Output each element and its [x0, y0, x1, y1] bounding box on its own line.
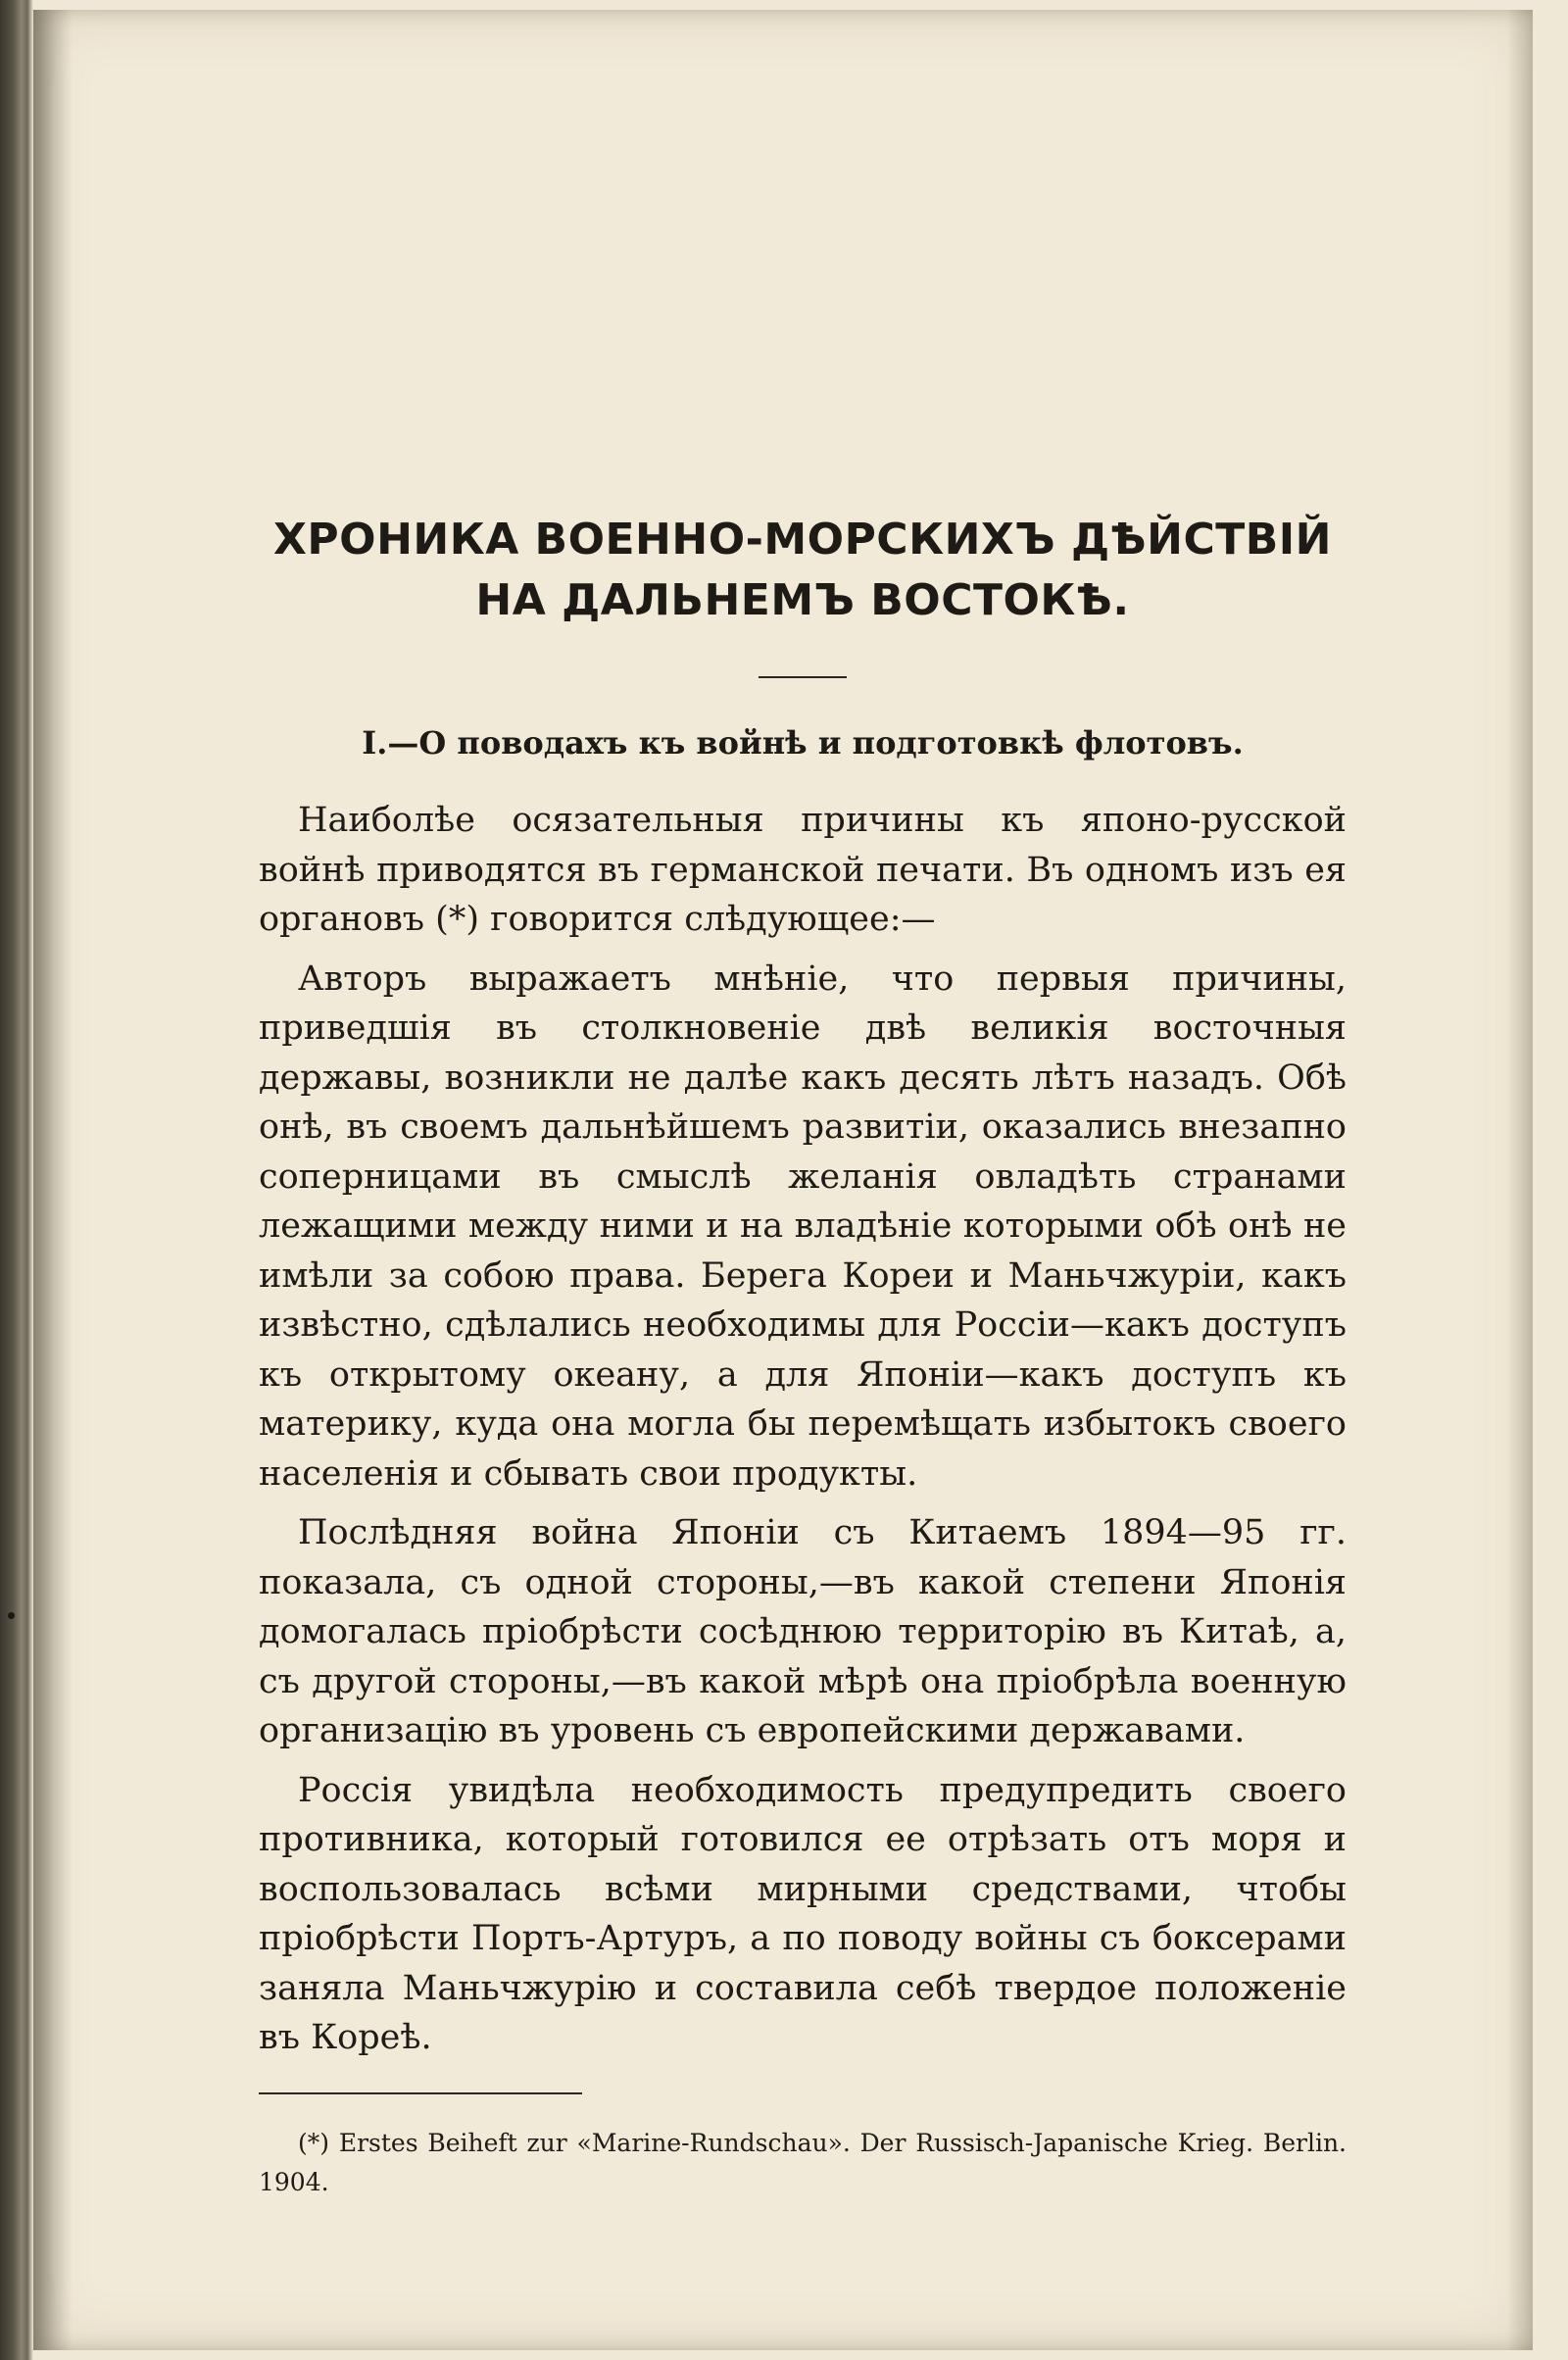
page-edge [1507, 10, 1533, 2350]
page-title: ХРОНИКА ВОЕННО-МОРСКИХЪ ДѢЙСТВІЙ НА ДАЛЬНЕМЪ ВОСТОКѢ. [273, 515, 1332, 625]
footnote: (*) Erstes Beiheft zur «Marine-Rundschau». Der Russisch-Japanische Krieg. Berlin. 1904. [259, 2128, 1347, 2196]
paragraph-4: Россія увидѣла необходимость предупредить своего противника, который готовился ее отрѣзать отъ моря и воспользовалась всѣми мирными средствами, чтобы пріобрѣсти Портъ-Артуръ, а по поводу войны съ боксерами заняла Маньчжурію и составила себѣ твердое положеніе въ Кореѣ. [259, 1770, 1347, 2057]
paragraph-2: Авторъ выражаетъ мнѣніе, что первыя причины, приведшія въ столкновеніе двѣ великія восточныя державы, возникли не далѣе какъ десять лѣтъ назадъ. Обѣ онѣ, въ своемъ дальнѣйшемъ развитіи, оказались внезапно соперницами въ смыслѣ желанія овладѣть странами лежащими между ними и на владѣніе которыми обѣ онѣ не имѣли за собою права. Берега Кореи и Маньчжуріи, какъ извѣстно, сдѣлались необходимы для Россіи—какъ доступъ къ открытому океану, а для Японіи—какъ доступъ къ материку, куда она могла бы перемѣщать избытокъ своего населенія и сбывать свои продукты. [259, 959, 1347, 1494]
book-page [33, 10, 1533, 2350]
paragraph-1: Наиболѣе осязательныя причины къ японо-русской войнѣ приводятся въ германской печати. Въ одномъ изъ ея органовъ (*) говорится слѣдующее:— [259, 801, 1347, 939]
title-divider [759, 676, 847, 678]
page-content [259, 510, 1347, 2202]
footnote-divider [259, 2092, 582, 2094]
paragraph-3: Послѣдняя война Японіи съ Китаемъ 1894—95 гг. показала, съ одной стороны,—въ какой степени Японія домогалась пріобрѣсти сосѣднюю территорію въ Китаѣ, а, съ другой стороны,—въ какой мѣрѣ она пріобрѣла военную организацію въ уровень съ европейскими державами. [259, 1513, 1347, 1750]
section-heading: I.—О поводахъ къ войнѣ и подготовкѣ флотовъ. [362, 724, 1244, 762]
spine-shadow [33, 10, 73, 2350]
binding-hole-mark [8, 1612, 15, 1619]
